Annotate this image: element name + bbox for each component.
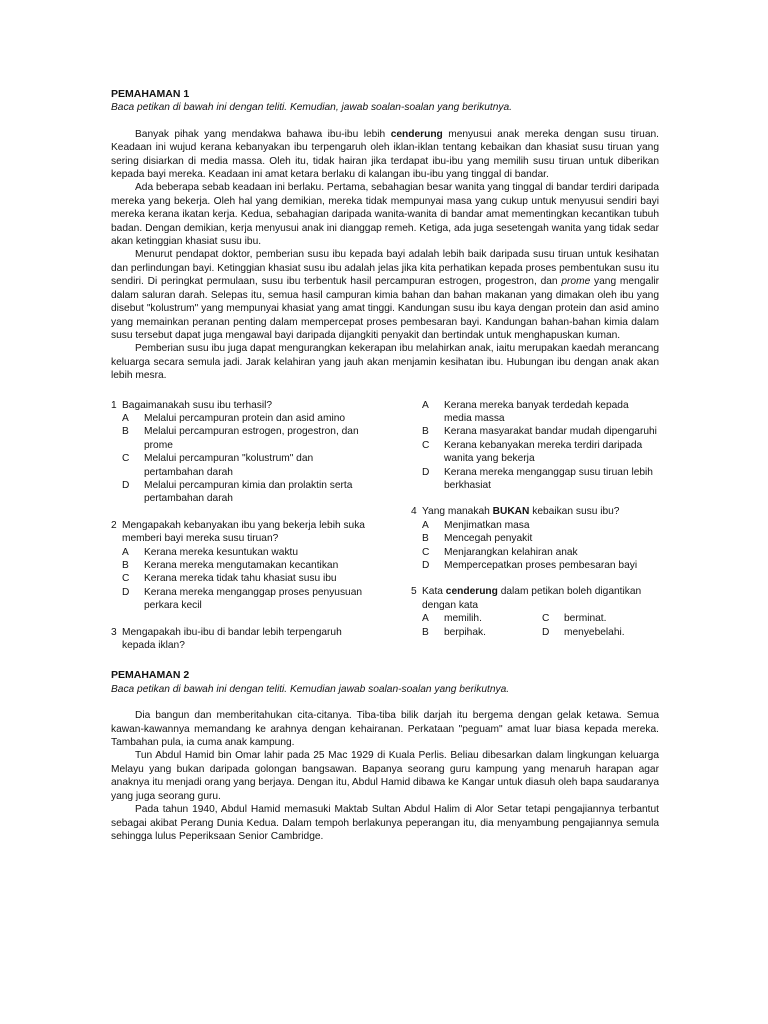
option-text: Kerana mereka kesuntukan waktu [144, 546, 299, 558]
option-letter: D [422, 466, 430, 478]
option-letter: A [422, 399, 429, 411]
option-letter: D [122, 479, 130, 491]
option-text: Melalui percampuran estrogen, progestron, dan prome [144, 426, 359, 451]
option-text: berminat. [564, 613, 607, 625]
text-span: dalam petikan boleh digantikan dengan kata [422, 586, 642, 611]
passage-paragraph: Ada beberapa sebab keadaan ini berlaku. Pertama, sebahagian besar wanita yang tinggal di bandar terdiri daripada mereka yang bekerja. Oleh hal yang demikian, mereka tidak mempunyai masa yang cukup untuk menyusui sendiri bayi mereka kerana ikatan kerja. Kedua, sebahagian daripada wanita-wanita di bandar amat mementingkan kecantikan tubuh badan. Dengan demikian, kerja menyusui anak ini dianggap remeh. Ketiga, ada juga sesetengah wanita yang tidak sedar akan ketinggian khasiat susu ibu. [111, 182, 659, 248]
option-c [111, 452, 376, 479]
option-letter: A [122, 546, 129, 558]
text-span: kebaikan susu ibu? [529, 506, 620, 518]
question-text [422, 585, 659, 612]
option-letter: C [122, 573, 130, 585]
passage-paragraph: Pada tahun 1940, Abdul Hamid memasuki Maktab Sultan Abdul Halim di Alor Setar tetapi pengajiannya terbantut sebagai akibat Perang Dunia Kedua. Dalam tempoh berlakunya peperangan itu, dia menyambung pengajiannya semula sehingga lulus Peperiksaan Senior Cambridge. [111, 804, 659, 842]
question-4 [411, 505, 659, 572]
option-text: Kerana mereka menganggap susu tiruan lebih berkhasiat [444, 466, 653, 491]
text-span: menyusui anak mereka dengan susu tiruan. Keadaan ini wujud kerana kebanyakan ibu terpengaruh oleh iklan-iklan tentang kebaikan dan khasiat susu tiruan yang sering disiarkan di media massa. Oleh itu, tidak hairan jika terdapat ibu-ibu yang memilih susu tiruan untuk diberikan kepada bayi mereka. Keadaan ini amat ketara berlaku di kalangan ibu-ibu yang tinggal di bandar. [111, 128, 659, 181]
passage-paragraph [111, 128, 659, 182]
option-grid [411, 612, 659, 639]
option-text: Menjimatkan masa [444, 519, 530, 531]
option-letter: A [122, 412, 129, 424]
option-text: Kerana mereka menganggap proses penyusuan perkara kecil [144, 586, 363, 612]
option-a [411, 519, 659, 532]
passage-paragraph [111, 248, 659, 342]
option-text: Kerana mereka banyak terdedah kepada media massa [444, 399, 629, 424]
question-3-options [411, 399, 659, 493]
option-text: Kerana mereka mengutamakan kecantikan [144, 560, 339, 571]
option-text: Kerana mereka tidak tahu khasiat susu ibu [144, 573, 337, 585]
option-text: berpihak. [444, 626, 486, 638]
section-2 [111, 669, 659, 843]
option-c [411, 546, 659, 559]
option-b [111, 559, 376, 572]
option-b [411, 532, 659, 545]
option-letter: D [542, 626, 550, 638]
option-text: Menjarangkan kelahiran anak [444, 546, 578, 558]
question-text: Mengapakah ibu-ibu di bandar lebih terpengaruh kepada iklan? [122, 626, 342, 652]
option-a [411, 399, 659, 426]
text-span: Banyak pihak yang mendakwa bahawa ibu-ibu lebih [135, 128, 391, 140]
option-c [411, 439, 659, 466]
option-text: Melalui percampuran kimia dan prolaktin serta pertambahan darah [144, 479, 353, 505]
document-page [111, 88, 659, 843]
option-text: Mempercepatkan proses pembesaran bayi [444, 560, 638, 571]
option-letter: C [422, 439, 430, 451]
questions-right-column [411, 399, 659, 666]
question-5 [411, 585, 659, 639]
question-number: 3 [111, 626, 117, 638]
text-span: yang mengalir dalam saluran darah. Selepas itu, semua hasil campuran kimia bahan dan bahan makanan yang dimakan oleh ibu yang disebut "kolustrum" yang mempunyai khasiat yang amat tinggi. Kandungan susu ibu kaya dengan protein dan asid amino yang memainkan peranan penting dalam mempercepat proses pembesaran bayi. Kandungan bahan-bahan kimia dalam susu tersebut dapat juga mengawal bayi daripada dijangkiti penyakit dan bertindak untuk menghapuskan kuman. [111, 276, 659, 341]
option-letter: C [122, 453, 130, 465]
instruction-text: Baca petikan di bawah ini dengan teliti. Kemudian, jawab soalan-soalan yang berikutnya. [111, 102, 512, 114]
option-b [411, 425, 659, 438]
section-title: PEMAHAMAN 2 [111, 669, 190, 682]
question-text: Bagaimanakah susu ibu terhasil? [122, 399, 273, 411]
option-d [411, 559, 659, 572]
option-letter: B [422, 626, 429, 638]
questions-area [111, 399, 659, 666]
option-d [111, 586, 376, 613]
question-number: 1 [111, 399, 117, 411]
question-text [422, 505, 619, 518]
option-text: Kerana kebanyakan mereka terdiri daripada wanita yang bekerja [444, 439, 643, 465]
option-text: Kerana masyarakat bandar mudah dipengaruhi [444, 426, 657, 438]
option-text: Melalui percampuran "kolustrum" dan pertambahan darah [144, 453, 314, 478]
text-span: Yang manakah [422, 506, 493, 518]
keyword: cenderung [445, 586, 498, 598]
option-letter: A [422, 519, 429, 531]
question-number: 2 [111, 519, 117, 531]
option-letter: C [542, 613, 550, 625]
option-a [111, 412, 376, 425]
text-span: Menurut pendapat doktor, pemberian susu ibu kepada bayi adalah lebih baik daripada susu tiruan untuk kesihatan dan perlindungan bayi. Ketinggian khasiat susu ibu adalah jelas jika kita perhatikan kepada proses pembentukan susu itu sendiri. Di peringkat permulaan, susu ibu terbentuk hasil percampuran estrogen, progestron, dan [111, 249, 659, 288]
question-number: 4 [411, 506, 417, 518]
question-number: 5 [411, 586, 417, 598]
keyword: BUKAN [492, 506, 530, 518]
keyword: cenderung [390, 128, 443, 140]
option-letter: B [422, 426, 429, 438]
option-b [111, 425, 376, 452]
passage-paragraph: Tun Abdul Hamid bin Omar lahir pada 25 Mac 1929 di Kuala Perlis. Beliau dibesarkan dalam lingkungan keluarga Melayu yang bukan daripada golongan bangsawan. Bapanya seorang guru kampung yang menaruh harapan agar anaknya itu menjadi orang yang berjaya. Dengan itu, Abdul Hamid dibawa ke Kangar untuk diasuh oleh bapa saudaranya yang juga seorang guru. [111, 750, 659, 802]
option-letter: D [122, 586, 130, 598]
option-letter: D [422, 560, 430, 571]
question-2 [111, 519, 376, 613]
option-d [111, 479, 376, 506]
option-text: memilih. [444, 613, 482, 625]
questions-left-column [111, 399, 376, 666]
instruction-text: Baca petikan di bawah ini dengan teliti. Kemudian jawab soalan-soalan yang berikutnya. [111, 683, 510, 695]
text-span: Kata [422, 586, 446, 598]
option-letter: A [422, 613, 429, 625]
option-a [111, 546, 376, 559]
italic-term: prome [561, 276, 591, 288]
option-letter: B [422, 533, 429, 545]
question-3 [111, 626, 376, 653]
option-letter: B [122, 560, 129, 571]
question-text: Mengapakah kebanyakan ibu yang bekerja lebih suka memberi bayi mereka susu tiruan? [122, 519, 365, 545]
option-d [411, 466, 659, 493]
passage-paragraph: Pemberian susu ibu juga dapat mengurangkan kekerapan ibu melahirkan anak, iaitu merupakan kaedah merancang keluarga secara semula jadi. Jarak kelahiran yang jauh akan menjamin kesihatan ibu. Hubungan ibu dengan anak akan lebih mesra. [111, 343, 659, 382]
option-letter: C [422, 546, 430, 558]
passage-paragraph: Dia bangun dan memberitahukan cita-citanya. Tiba-tiba bilik darjah itu bergema dengan gelak ketawa. Semua kawan-kawannya memandang ke arahnya dengan kehairanan. Perkataan "peguam" amat luar biasa kepada mereka. Tambahan pula, ia cuma anak kampung. [111, 710, 659, 749]
option-text: menyebelahi. [564, 626, 625, 638]
option-text: Melalui percampuran protein dan asid amino [144, 412, 346, 424]
section-title: PEMAHAMAN 1 [111, 88, 190, 100]
option-letter: B [122, 426, 129, 438]
option-c [111, 572, 376, 585]
option-text: Mencegah penyakit [444, 533, 533, 545]
question-1 [111, 399, 376, 506]
